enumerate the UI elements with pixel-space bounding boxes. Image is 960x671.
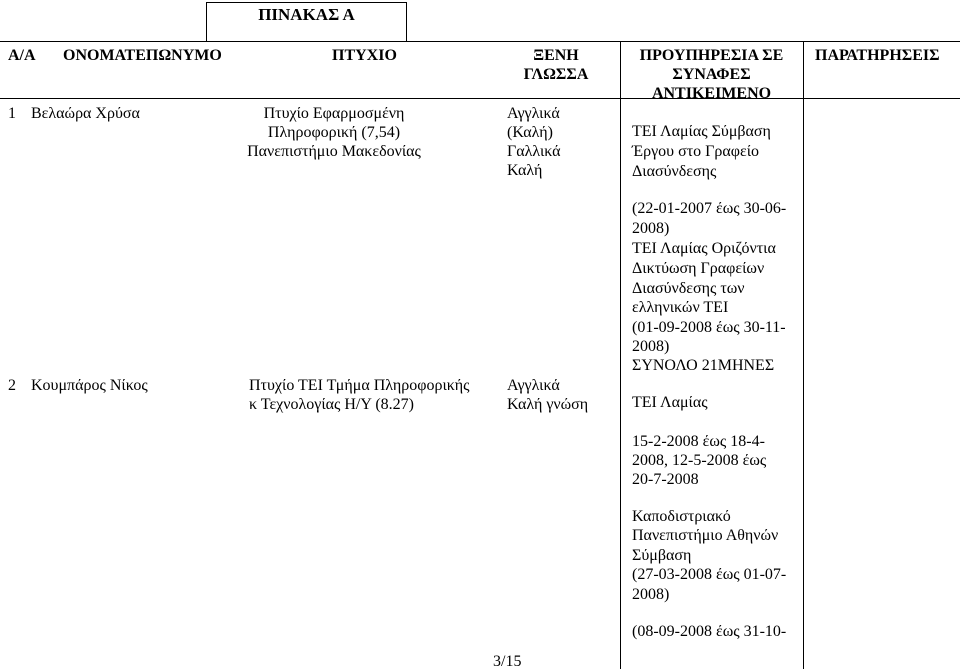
experience-line: ΤΕΙ Λαμίας Οριζόντια	[632, 240, 776, 257]
experience-column-left-border	[620, 41, 621, 669]
experience-line: ελληνικών ΤΕΙ	[632, 299, 729, 316]
experience-line: Πανεπιστήμιο Αθηνών	[632, 527, 779, 544]
row-1-degree-line-1: Πτυχίο Εφαρμοσμένη	[263, 105, 405, 122]
row-2-name: Κουμπάρος Νίκος	[31, 377, 148, 394]
header-bottom-border	[0, 98, 960, 99]
header-degree: ΠΤΥΧΙΟ	[332, 47, 397, 64]
experience-line: (01-09-2008 έως 30-11-	[632, 319, 786, 336]
experience-line: 15-2-2008 έως 18-4-	[632, 433, 765, 450]
row-2-degree-line-2: κ Τεχνολογίας Η/Υ (8.27)	[249, 396, 414, 413]
header-language-line-1: ΞΕΝΗ	[533, 47, 579, 64]
row-1-language-line-2: (Καλή)	[507, 124, 553, 141]
experience-line: Καποδιστριακό	[632, 508, 731, 525]
page-number: 3/15	[493, 653, 522, 670]
row-2-language-line-1: Αγγλικά	[507, 377, 560, 394]
table-top-border	[0, 41, 960, 42]
experience-line: ΤΕΙ Λαμίας Σύμβαση	[632, 123, 771, 140]
experience-line: ΤΕΙ Λαμίας	[632, 394, 708, 411]
experience-line: Δικτύωση Γραφείων	[632, 260, 765, 277]
header-remarks: ΠΑΡΑΤΗΡΗΣΕΙΣ	[815, 47, 940, 64]
header-experience-line-2: ΣΥΝΑΦΕΣ	[672, 66, 751, 83]
experience-line: 2008)	[632, 220, 670, 237]
experience-column-right-border	[803, 41, 804, 669]
experience-line: Σύμβαση	[632, 547, 692, 564]
row-1-language-line-3: Γαλλικά	[507, 143, 561, 160]
experience-line: Διασύνδεσης	[632, 163, 717, 180]
experience-line: 2008)	[632, 338, 670, 355]
row-1-language-line-1: Αγγλικά	[507, 105, 560, 122]
experience-line: Διασύνδεσης των	[632, 280, 745, 297]
header-name: ΟΝΟΜΑΤΕΠΩΝΥΜΟ	[63, 47, 222, 64]
document-title: ΠΙΝΑΚΑΣ Α	[258, 5, 355, 24]
row-1-degree-line-3: Πανεπιστήμιο Μακεδονίας	[247, 143, 421, 160]
experience-line: 20-7-2008	[632, 471, 699, 488]
row-1-degree-line-2: Πληροφορική (7,54)	[267, 124, 401, 141]
experience-line: 2008)	[632, 586, 670, 603]
header-experience-line-3: ΑΝΤΙΚΕΙΜΕΝΟ	[651, 85, 772, 102]
row-1-aa: 1	[8, 105, 16, 122]
row-1-language-line-4: Καλή	[507, 162, 543, 179]
row-1-name: Βελαώρα Χρύσα	[31, 105, 140, 122]
experience-line: (08-09-2008 έως 31-10-	[632, 623, 787, 640]
row-2-degree-line-1: Πτυχίο ΤΕΙ Τμήμα Πληροφορικής	[249, 377, 470, 394]
experience-line: 2008, 12-5-2008 έως	[632, 452, 767, 469]
title-box-top-border	[206, 2, 407, 3]
experience-line: (27-03-2008 έως 01-07-	[632, 566, 787, 583]
experience-line: Έργου στο Γραφείο	[632, 143, 760, 160]
row-2-aa: 2	[8, 377, 16, 394]
experience-line: (22-01-2007 έως 30-06-	[632, 200, 787, 217]
header-language-line-2: ΓΛΩΣΣΑ	[523, 66, 589, 83]
header-aa: Α/Α	[8, 47, 36, 64]
row-2-language-line-2: Καλή γνώση	[507, 396, 589, 413]
experience-line: ΣΥΝΟΛΟ 21ΜΗΝΕΣ	[632, 357, 775, 374]
header-experience-line-1: ΠΡΟΥΠΗΡΕΣΙΑ ΣΕ	[639, 47, 784, 64]
